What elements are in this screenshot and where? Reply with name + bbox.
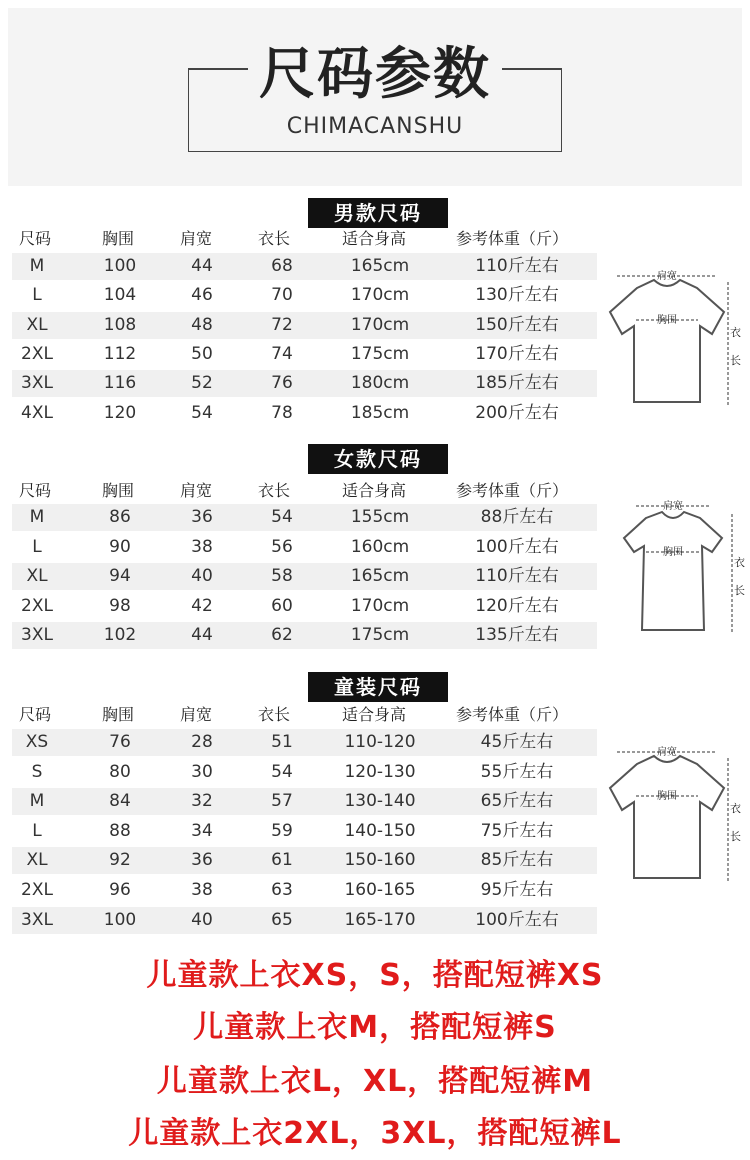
size-cell: XL — [26, 314, 48, 335]
pairing-note-1: 儿童款上衣XS，S，搭配短裤XS — [146, 958, 604, 993]
table-row — [12, 253, 597, 280]
weight-cell: 45斤左右 — [480, 732, 554, 752]
weight-cell: 110斤左右 — [475, 256, 559, 276]
table-row — [12, 370, 597, 397]
shoulder-label: 肩宽 — [663, 501, 683, 512]
weight-cell: 200斤左右 — [475, 402, 559, 423]
length-label-2: 长 — [734, 584, 745, 597]
height-cell: 175cm — [350, 625, 410, 645]
shoulder-cell: 44 — [191, 256, 213, 276]
size-cell: S — [31, 761, 43, 782]
chest-cell: 94 — [109, 566, 131, 586]
table-row — [12, 504, 597, 531]
column-header-height: 适合身高 — [341, 229, 406, 248]
weight-cell: 88斤左右 — [480, 507, 554, 527]
height-cell: 170cm — [350, 285, 410, 306]
page-title: 尺码参数 — [259, 42, 491, 107]
length-cell: 63 — [271, 880, 293, 900]
size-cell: XL — [26, 566, 48, 586]
length-cell: 65 — [271, 909, 293, 930]
length-cell: 72 — [271, 314, 293, 335]
height-cell: 165cm — [350, 566, 410, 586]
column-header-row — [0, 478, 610, 504]
weight-cell: 65斤左右 — [480, 791, 554, 812]
weight-cell: 75斤左右 — [480, 820, 554, 841]
length-cell: 68 — [271, 256, 293, 276]
t-shirt-diagram-icon — [592, 266, 742, 416]
shoulder-cell: 44 — [191, 625, 213, 645]
column-header-chest: 胸围 — [101, 481, 134, 500]
length-cell: 74 — [271, 343, 293, 364]
shoulder-cell: 28 — [191, 732, 213, 752]
length-cell: 54 — [271, 507, 293, 527]
height-cell: 160-165 — [344, 880, 416, 900]
height-cell: 180cm — [350, 373, 410, 394]
section-title: 女款尺码 — [308, 444, 448, 474]
size-cell: 3XL — [21, 909, 53, 930]
shoulder-cell: 48 — [191, 314, 213, 335]
shoulder-cell: 30 — [191, 761, 213, 782]
height-cell: 165cm — [350, 256, 410, 276]
length-cell: 70 — [271, 285, 293, 306]
chest-cell: 120 — [103, 402, 137, 423]
chest-cell: 92 — [109, 850, 131, 871]
column-header-length: 衣长 — [257, 705, 290, 724]
shoulder-cell: 38 — [191, 536, 213, 557]
size-cell: 2XL — [21, 343, 53, 364]
weight-cell: 100斤左右 — [475, 536, 559, 557]
length-cell: 78 — [271, 402, 293, 423]
shoulder-cell: 32 — [191, 791, 213, 812]
length-cell: 56 — [271, 536, 293, 557]
table-row — [12, 877, 597, 904]
chest-cell: 100 — [103, 256, 137, 276]
shoulder-label: 肩宽 — [657, 747, 677, 758]
length-cell: 58 — [271, 566, 293, 586]
column-header-weight: 参考体重（斤） — [455, 229, 568, 248]
column-header-shoulder: 肩宽 — [179, 481, 212, 500]
t-shirt-diagram-icon — [592, 742, 742, 892]
weight-cell: 95斤左右 — [480, 880, 554, 900]
t-shirt-diagram-icon — [598, 494, 748, 644]
shoulder-cell: 36 — [191, 850, 213, 871]
shoulder-cell: 38 — [191, 880, 213, 900]
size-cell: 3XL — [21, 625, 53, 645]
weight-cell: 100斤左右 — [475, 909, 559, 930]
pairing-note-3: 儿童款上衣L，XL，搭配短裤M — [156, 1064, 594, 1099]
column-header-size: 尺码 — [18, 705, 51, 724]
weight-cell: 55斤左右 — [480, 761, 554, 782]
length-cell: 60 — [271, 595, 293, 616]
table-row — [12, 729, 597, 756]
page-subtitle: CHIMACANSHU — [286, 114, 464, 139]
chest-label: 胸围 — [663, 547, 683, 558]
table-row — [12, 534, 597, 561]
length-cell: 51 — [271, 732, 293, 752]
shoulder-cell: 54 — [191, 402, 213, 423]
size-cell: L — [32, 820, 42, 841]
height-cell: 120-130 — [344, 761, 416, 782]
shoulder-cell: 50 — [191, 343, 213, 364]
size-cell: 2XL — [21, 595, 53, 616]
length-cell: 59 — [271, 820, 293, 841]
table-row — [12, 907, 597, 934]
size-cell: M — [29, 256, 45, 276]
column-header-weight: 参考体重（斤） — [455, 481, 568, 500]
column-header-length: 衣长 — [257, 481, 290, 500]
weight-cell: 130斤左右 — [475, 285, 559, 306]
table-row — [12, 818, 597, 845]
table-row — [12, 788, 597, 815]
weight-cell: 85斤左右 — [480, 850, 554, 871]
table-row — [12, 341, 597, 368]
height-cell: 140-150 — [344, 820, 416, 841]
column-header-height: 适合身高 — [341, 481, 406, 500]
table-row — [12, 400, 597, 427]
size-cell: M — [29, 507, 45, 527]
table-row — [12, 312, 597, 339]
table-row — [12, 847, 597, 874]
section-title: 男款尺码 — [308, 198, 448, 228]
height-cell: 175cm — [350, 343, 410, 364]
shoulder-cell: 36 — [191, 507, 213, 527]
size-cell: 3XL — [21, 373, 53, 394]
length-cell: 62 — [271, 625, 293, 645]
chest-cell: 100 — [103, 909, 137, 930]
height-cell: 185cm — [350, 402, 410, 423]
column-header-size: 尺码 — [18, 229, 51, 248]
height-cell: 130-140 — [344, 791, 416, 812]
length-cell: 76 — [271, 373, 293, 394]
height-cell: 170cm — [350, 595, 410, 616]
chest-cell: 104 — [103, 285, 137, 306]
column-header-chest: 胸围 — [101, 229, 134, 248]
chest-cell: 98 — [109, 595, 131, 616]
column-header-row — [0, 702, 610, 728]
shoulder-label: 肩宽 — [657, 271, 677, 282]
column-header-shoulder: 肩宽 — [179, 705, 212, 724]
chest-cell: 80 — [109, 761, 131, 782]
chest-cell: 86 — [109, 507, 131, 527]
pairing-note-2: 儿童款上衣M，搭配短裤S — [193, 1010, 557, 1045]
shoulder-cell: 52 — [191, 373, 213, 394]
chest-cell: 96 — [109, 880, 131, 900]
column-header-length: 衣长 — [257, 229, 290, 248]
chest-label: 胸围 — [657, 791, 677, 802]
size-cell: 2XL — [21, 880, 53, 900]
size-cell: 4XL — [21, 402, 53, 423]
pairing-note-4: 儿童款上衣2XL，3XL，搭配短裤L — [128, 1116, 622, 1151]
column-header-chest: 胸围 — [101, 705, 134, 724]
shoulder-cell: 34 — [191, 820, 213, 841]
height-cell: 160cm — [350, 536, 410, 557]
shoulder-cell: 40 — [191, 566, 213, 586]
table-row — [12, 759, 597, 786]
chest-cell: 112 — [103, 343, 137, 364]
size-cell: XL — [26, 850, 48, 871]
size-cell: L — [32, 536, 42, 557]
length-label-2: 长 — [730, 354, 741, 367]
height-cell: 165-170 — [344, 909, 416, 930]
shoulder-cell: 40 — [191, 909, 213, 930]
shoulder-cell: 46 — [191, 285, 213, 306]
height-cell: 155cm — [350, 507, 410, 527]
weight-cell: 185斤左右 — [475, 373, 559, 394]
column-header-height: 适合身高 — [341, 705, 406, 724]
table-row — [12, 563, 597, 590]
column-header-weight: 参考体重（斤） — [455, 705, 568, 724]
chest-cell: 84 — [109, 791, 131, 812]
height-cell: 110-120 — [344, 732, 416, 752]
length-label-2: 长 — [730, 830, 741, 843]
length-label-1: 衣 — [730, 802, 741, 815]
section-title: 童装尺码 — [308, 672, 448, 702]
chest-cell: 102 — [103, 625, 137, 645]
column-header-shoulder: 肩宽 — [179, 229, 212, 248]
column-header-row — [0, 226, 610, 252]
chest-cell: 90 — [109, 536, 131, 557]
length-cell: 61 — [271, 850, 293, 871]
length-label-1: 衣 — [730, 326, 741, 339]
chest-cell: 88 — [109, 820, 131, 841]
chest-cell: 76 — [109, 732, 131, 752]
chest-cell: 116 — [103, 373, 137, 394]
weight-cell: 110斤左右 — [475, 566, 559, 586]
length-cell: 54 — [271, 761, 293, 782]
height-cell: 150-160 — [344, 850, 416, 871]
column-header-size: 尺码 — [18, 481, 51, 500]
weight-cell: 135斤左右 — [475, 625, 559, 645]
size-cell: L — [32, 285, 42, 306]
size-cell: XS — [25, 732, 49, 752]
weight-cell: 150斤左右 — [475, 314, 559, 335]
weight-cell: 170斤左右 — [475, 343, 559, 364]
chest-cell: 108 — [103, 314, 137, 335]
length-cell: 57 — [271, 791, 293, 812]
height-cell: 170cm — [350, 314, 410, 335]
weight-cell: 120斤左右 — [475, 595, 559, 616]
table-row — [12, 282, 597, 309]
size-cell: M — [29, 791, 45, 812]
shoulder-cell: 42 — [191, 595, 213, 616]
table-row — [12, 622, 597, 649]
length-label-1: 衣 — [734, 556, 745, 569]
chest-label: 胸围 — [657, 315, 677, 326]
table-row — [12, 593, 597, 620]
